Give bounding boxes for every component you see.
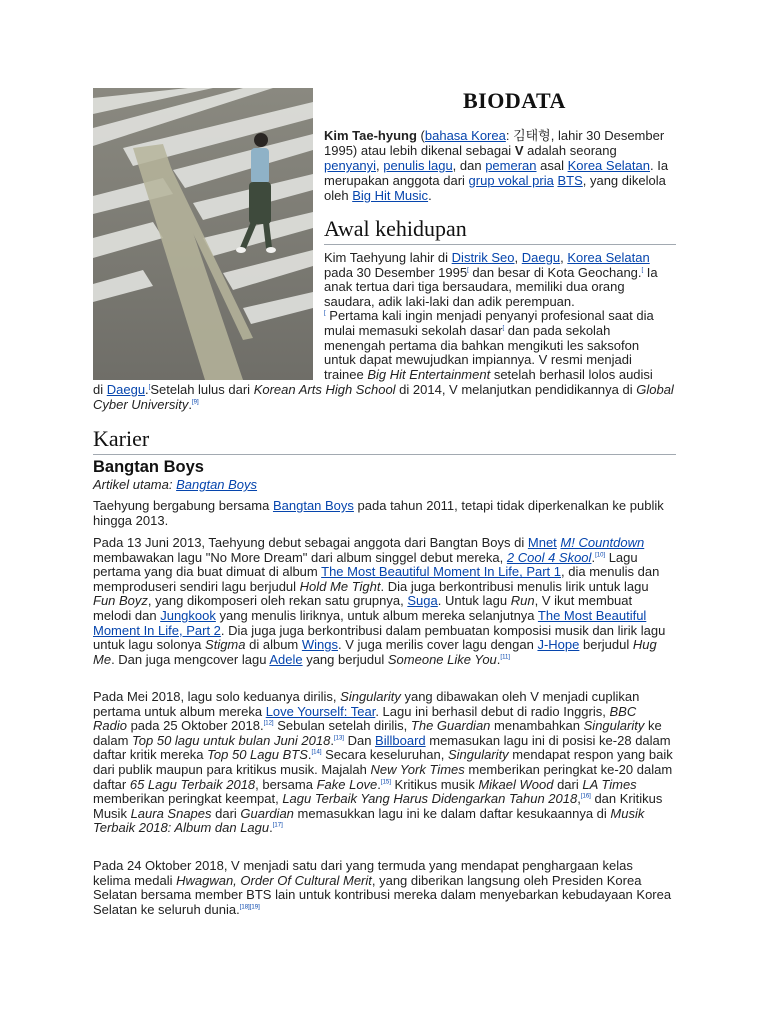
link-daegu[interactable]: Daegu — [521, 250, 561, 265]
subsection-heading-bangtan-boys: Bangtan Boys — [93, 458, 204, 476]
citation[interactable]: [15] — [380, 779, 391, 786]
citation[interactable]: [14] — [311, 750, 322, 757]
hatnote: Artikel utama: Bangtan Boys — [93, 477, 258, 492]
link-daegu-2[interactable]: Daegu — [106, 382, 146, 397]
citation[interactable]: [ — [467, 267, 469, 274]
karier-paragraph-3: Pada Mei 2018, lagu solo keduanya dirilis, Singularity yang dibawakan oleh V menjadi cuplikan pertama untuk album mereka Love Yourself: Tear. Lagu ini berhasil debut di radio Inggris, BBC Radio pada 25 Oktober 2018.[12] Sebulan setelah dirilis, The Guardian menambahkan Singularity ke dalam Top 50 lagu untuk bulan Juni 2018.[13] Dan Billboard memasukan lagu ini di posisi ke-28 dalam daftar kritik mereka Top 50 Lagu BTS.[14] Secara keseluruhan, Singularity mendapat respon yang baik dari publik maupun para kritikus musik. Majalah New York Times memberikan peringkat ke-20 dalam daftar 65 Lagu Terbaik 2018, bersama Fake Love.[15] Kritikus musik Mikael Wood dari LA Times memberikan peringkat keempat, Lagu Terbaik Yang Harus Didengarkan Tahun 2018,[16] dan Kritikus Musik Laura Snapes dari Guardian memasukkan lagu ini ke dalam daftar kesukaannya di Musik Terbaik 2018: Album dan Lagu.[17] — [93, 689, 673, 836]
link-hyyh-part-1[interactable]: The Most Beautiful Moment In Life, Part 1 — [321, 564, 562, 580]
link-wings[interactable]: Wings — [301, 637, 338, 653]
citation[interactable]: [10] — [595, 552, 606, 559]
citation[interactable]: [12] — [263, 720, 274, 727]
citation[interactable]: [ — [324, 311, 326, 318]
citation[interactable]: [11] — [500, 654, 510, 661]
citation[interactable]: [17] — [272, 823, 283, 830]
link-bahasa-korea[interactable]: bahasa Korea — [424, 128, 506, 143]
link-main-article-bangtan-boys[interactable]: Bangtan Boys — [176, 477, 258, 492]
citation[interactable]: [18][19] — [239, 904, 260, 911]
link-love-yourself-tear[interactable]: Love Yourself: Tear — [265, 703, 376, 719]
subject-name: Kim Tae-hyung — [324, 128, 417, 143]
link-2-cool-4-skool[interactable]: 2 Cool 4 Skool — [506, 549, 592, 565]
citation[interactable]: [ — [148, 384, 151, 391]
karier-paragraph-1: Taehyung bergabung bersama Bangtan Boys pada tahun 2011, tetapi tidak diperkenalkan ke publik hingga 2013. — [93, 498, 664, 528]
awal-kehidupan-paragraph-cont: di Daegu.[Setelah lulus dari Korean Arts High School di 2014, V melanjutkan pendidikannya di Global Cyber University.[9] — [93, 382, 674, 412]
stage-name: V — [514, 143, 524, 158]
link-bangtan-boys[interactable]: Bangtan Boys — [272, 498, 354, 513]
link-korea-selatan-2[interactable]: Korea Selatan — [567, 250, 650, 265]
link-hyyh-part-2[interactable]: The Most Beautiful Moment In Life, Part 2 — [93, 607, 647, 638]
link-big-hit-music[interactable]: Big Hit Music — [352, 188, 429, 203]
citation[interactable]: [13] — [333, 735, 344, 742]
section-heading-karier: Karier — [93, 426, 676, 455]
link-penulis-lagu[interactable]: penulis lagu — [383, 158, 453, 173]
link-adele[interactable]: Adele — [269, 651, 303, 667]
link-jungkook[interactable]: Jungkook — [160, 607, 216, 623]
link-j-hope[interactable]: J-Hope — [537, 637, 580, 653]
citation[interactable]: [9] — [191, 399, 199, 406]
link-billboard[interactable]: Billboard — [375, 732, 426, 748]
link-mnet[interactable]: Mnet — [527, 535, 557, 550]
section-heading-awal-kehidupan: Awal kehidupan — [324, 216, 676, 245]
link-pemeran[interactable]: pemeran — [485, 158, 537, 173]
citation[interactable]: [ — [502, 325, 505, 332]
link-bts[interactable]: BTS — [557, 173, 583, 188]
link-korea-selatan[interactable]: Korea Selatan — [567, 158, 650, 173]
link-grup-vokal-pria[interactable]: grup vokal pria — [468, 173, 554, 188]
awal-kehidupan-paragraph: Kim Taehyung lahir di Distrik Seo, Daegu, Korea Selatan pada 30 Desember 1995[ dan besar di Kota Geochang.[ Ia anak tertua dari tiga bersaudara, memiliki dua orang saudara, adik laki-laki dan adik perempuan. [ Pertama kali ingin menjadi penyanyi profesional saat dia mulai memasuki sekolah dasar[ dan pada sekolah menengah pertama dia bahkan mengikuti les saksofon untuk dapat mewujudkan impiannya. V resmi menjadi trainee Big Hit Entertainment setelah berhasil lolos audisi — [324, 250, 658, 382]
karier-paragraph-4: Pada 24 Oktober 2018, V menjadi satu dari yang termuda yang mendapat penghargaan kelas kelima medali Hwagwan, Order Of Cultural Merit, yang diberikan langsung oleh Presiden Korea Selatan bersama member BTS lain untuk kontribusi mereka dalam menyebarkan kebudayaan Korea Selatan ke seluruh dunia.[18][19] — [93, 858, 672, 917]
link-distrik-seo[interactable]: Distrik Seo — [451, 250, 515, 265]
link-suga[interactable]: Suga — [407, 593, 438, 609]
citation[interactable]: [16] — [580, 793, 591, 800]
link-penyanyi[interactable]: penyanyi — [324, 158, 377, 173]
page-title: BIODATA — [463, 88, 566, 113]
citation[interactable]: [ — [641, 267, 644, 274]
intro-paragraph: Kim Tae-hyung (bahasa Korea: 김태형, lahir 30 Desember 1995) atau lebih dikenal sebagai V adalah seorang penyanyi, penulis lagu, dan pemeran asal Korea Selatan. Ia merupakan anggota dari grup vokal pria BTS, yang dikelola oleh Big Hit Music. — [324, 128, 669, 203]
karier-paragraph-2: Pada 13 Juni 2013, Taehyung debut sebagai anggota dari Bangtan Boys di Mnet M! Countdown membawakan lagu "No More Dream" dari album singgel debut mereka, 2 Cool 4 Skool.[10] Lagu pertama yang dia buat dimuat di album The Most Beautiful Moment In Life, Part 1, dia menulis dan memproduseri sendiri lagu berjudul Hold Me Tight. Dia juga berkontribusi menulis lirik untuk lagu Fun Boyz, yang dikomposeri oleh rekan satu grupnya, Suga. Untuk lagu Run, V ikut membuat melodi dan Jungkook yang menulis liriknya, untuk album mereka selanjutnya The Most Beautiful Moment In Life, Part 2. Dia juga juga berkontribusi dalam pembuatan komposisi musik dan lirik lagu untuk lagu solonya Stigma di album Wings. V juga merilis cover lagu dengan J-Hope berjudul Hug Me. Dan juga mengcover lagu Adele yang berjudul Someone Like You.[11] — [93, 535, 666, 667]
profile-photo — [93, 88, 313, 380]
link-m-countdown[interactable]: M! Countdown — [560, 535, 645, 550]
